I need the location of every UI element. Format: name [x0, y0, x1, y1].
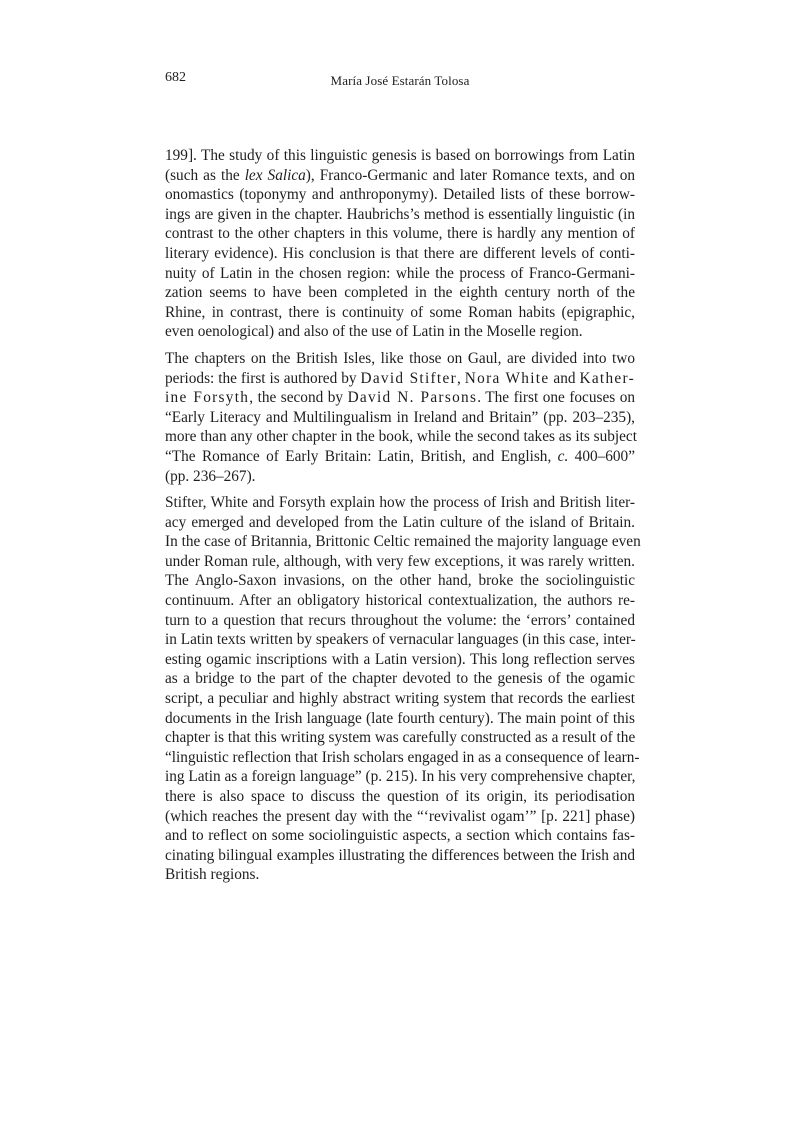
text-line: The Anglo-Saxon invasions, on the other hand, broke the sociolinguistic — [165, 572, 635, 590]
text-line: (pp. 236–267). — [165, 467, 256, 485]
text-line: zation seems to have been completed in the eighth century north of the — [165, 284, 635, 302]
page-number: 682 — [165, 70, 186, 85]
text-line: 199]. The study of this linguistic genesis is based on borrowings from Latin — [165, 147, 635, 164]
text-line: chapter is that this writing system was carefully constructed as a result of the — [165, 729, 636, 747]
author-name: ine Forsyth — [165, 389, 250, 407]
page-header — [165, 70, 635, 90]
text-line: cinating bilingual examples illustrating the differences between the Irish and — [165, 846, 635, 864]
text-line: The chapters on the British Isles, like those on Gaul, are divided into two — [165, 349, 635, 367]
text-line: ine Forsyth, the second by David N. Parsons. The first one focuses on — [165, 389, 635, 407]
text-line: “Early Literacy and Multilingualism in Ireland and Britain” (pp. 203–235), — [165, 408, 635, 426]
text-line: turn to a question that recurs throughout the volume: the ‘errors’ contained — [165, 611, 635, 629]
text-line: esting ogamic inscriptions with a Latin version). This long reflection serves — [165, 650, 635, 668]
text-line: more than any other chapter in the book, while the second takes as its subject — [165, 428, 637, 446]
text-line: “linguistic reflection that Irish scholars engaged in as a consequence of learn- — [165, 748, 640, 766]
text-line: ings are given in the chapter. Haubrichs’s method is essentially linguistic (in — [165, 205, 635, 223]
text-line: In the case of Britannia, Brittonic Celtic remained the majority language even — [165, 533, 641, 551]
paragraph-haubrichs-conclusion — [165, 146, 635, 342]
author-name: Nora White — [464, 369, 550, 387]
text-line: ing Latin as a foreign language” (p. 215). In his very comprehensive chapter, — [165, 768, 636, 786]
text-line: acy emerged and developed from the Latin culture of the island of Britain. — [165, 513, 635, 531]
text-line: (such as the lex Salica), Franco-Germanic and later Romance texts, and on — [165, 166, 635, 184]
text-line: script, a peculiar and highly abstract writing system that records the earliest — [165, 690, 635, 708]
paragraph-stifter-white-forsyth — [165, 493, 641, 885]
text-line: documents in the Irish language (late fourth century). The main point of this — [165, 709, 635, 727]
author-name: David Stifter — [360, 369, 457, 387]
paragraph-british-isles-chapters — [165, 349, 635, 486]
text-line: and to reflect on some sociolinguistic aspects, a section which contains fas- — [165, 827, 635, 845]
italic-term: c. — [557, 447, 569, 465]
text-line: as a bridge to the part of the chapter devoted to the genesis of the ogamic — [165, 670, 635, 688]
text-line: “The Romance of Early Britain: Latin, British, and English, c. 400–600” — [165, 447, 635, 465]
text-line: nuity of Latin in the chosen region: while the process of Franco-Germani- — [165, 264, 635, 282]
text-line: continuum. After an obligatory historical contextualization, the authors re- — [165, 592, 635, 610]
text-line: (which reaches the present day with the “‘revivalist ogam’” [p. 221] phase) — [165, 807, 635, 825]
text-line: there is also space to discuss the question of its origin, its periodisation — [165, 788, 635, 805]
text-line: British regions. — [165, 866, 260, 884]
italic-term: lex Salica — [244, 166, 306, 184]
author-name: David N. Parsons — [347, 389, 478, 407]
author-name: Kather- — [579, 369, 635, 387]
running-head-author: María José Estarán Tolosa — [330, 73, 470, 88]
text-line: periods: the first is authored by David Stifter, Nora White and Kather- — [165, 369, 635, 387]
text-line: onomastics (toponymy and anthroponymy). Detailed lists of these borrow- — [165, 186, 635, 204]
text-line: contrast to the other chapters in this volume, there is hardly any mention of — [165, 225, 635, 243]
body-text — [165, 146, 641, 892]
text-line: literary evidence). His conclusion is that there are different levels of conti- — [165, 244, 635, 262]
text-line: even oenological) and also of the use of Latin in the Moselle region. — [165, 323, 583, 341]
text-line: in Latin texts written by speakers of vernacular languages (in this case, inter- — [165, 631, 636, 649]
text-line: under Roman rule, although, with very few exceptions, it was rarely written. — [165, 552, 635, 570]
text-line: Stifter, White and Forsyth explain how the process of Irish and British liter- — [165, 494, 635, 512]
text-line: Rhine, in contrast, there is continuity of some Roman habits (epigraphic, — [165, 303, 635, 321]
